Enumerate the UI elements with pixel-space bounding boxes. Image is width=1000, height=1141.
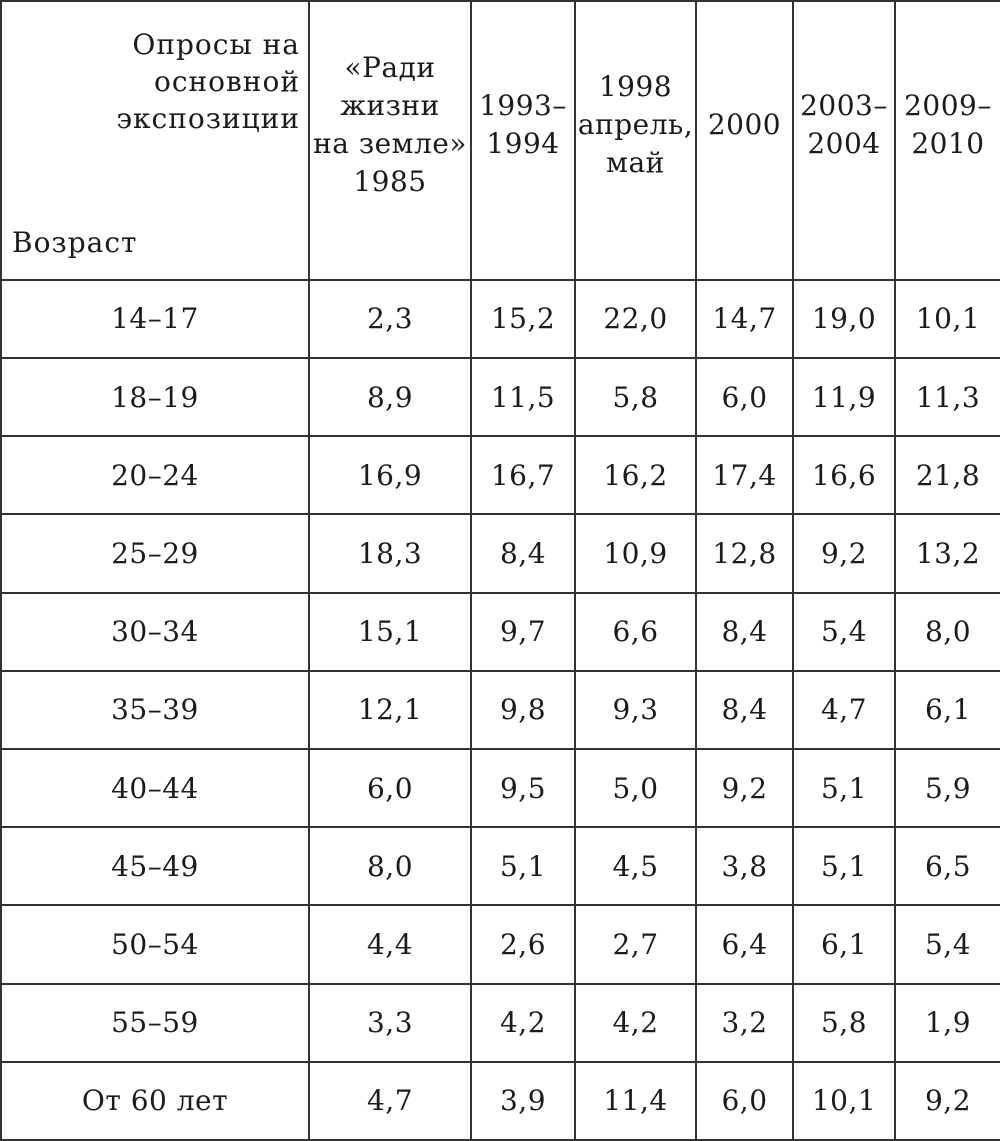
value-cell: 4,4	[309, 905, 471, 983]
column-header-line: 1994	[486, 127, 560, 161]
age-group-cell: 30–34	[1, 593, 309, 671]
corner-columns-label-line: экспозиции	[116, 102, 300, 135]
value-cell: 9,2	[895, 1062, 1000, 1140]
column-header-line: май	[606, 146, 665, 180]
table-row	[1, 280, 1000, 358]
value-cell: 9,3	[575, 671, 696, 749]
value-cell: 3,3	[309, 984, 471, 1062]
value-cell: 6,5	[895, 827, 1000, 905]
table-row	[1, 436, 1000, 514]
value-cell: 9,2	[696, 749, 793, 827]
value-cell: 1,9	[895, 984, 1000, 1062]
age-group-cell: 20–24	[1, 436, 309, 514]
age-group-cell: 18–19	[1, 358, 309, 436]
value-cell: 8,0	[895, 593, 1000, 671]
value-cell: 11,5	[471, 358, 575, 436]
value-cell: 6,1	[793, 905, 895, 983]
value-cell: 13,2	[895, 514, 1000, 592]
column-header-line: 2000	[707, 108, 782, 142]
value-cell: 17,4	[696, 436, 793, 514]
table-row	[1, 827, 1000, 905]
corner-columns-label	[116, 26, 300, 137]
value-cell: 6,4	[696, 905, 793, 983]
value-cell: 5,1	[471, 827, 575, 905]
value-cell: 4,5	[575, 827, 696, 905]
value-cell: 9,7	[471, 593, 575, 671]
table-row	[1, 671, 1000, 749]
age-group-cell: 25–29	[1, 514, 309, 592]
value-cell: 6,0	[309, 749, 471, 827]
header-row	[1, 1, 1000, 280]
column-header-line: апрель,	[577, 108, 694, 142]
value-cell: 5,0	[575, 749, 696, 827]
corner-rows-label: Возраст	[12, 226, 138, 259]
value-cell: 12,1	[309, 671, 471, 749]
value-cell: 5,4	[793, 593, 895, 671]
value-cell: 6,6	[575, 593, 696, 671]
column-header-line: 2010	[911, 127, 985, 161]
value-cell: 8,4	[471, 514, 575, 592]
value-cell: 9,5	[471, 749, 575, 827]
value-cell: 16,9	[309, 436, 471, 514]
value-cell: 19,0	[793, 280, 895, 358]
column-header-line: 2004	[807, 127, 881, 161]
value-cell: 10,9	[575, 514, 696, 592]
value-cell: 15,1	[309, 593, 471, 671]
column-header-1998	[575, 1, 696, 280]
value-cell: 6,1	[895, 671, 1000, 749]
value-cell: 2,6	[471, 905, 575, 983]
age-group-cell: 50–54	[1, 905, 309, 983]
value-cell: 5,8	[575, 358, 696, 436]
value-cell: 8,9	[309, 358, 471, 436]
value-cell: 9,2	[793, 514, 895, 592]
corner-header-cell	[1, 1, 309, 280]
value-cell: 4,7	[793, 671, 895, 749]
column-header-line: на земле»	[313, 127, 467, 161]
column-header-line: 1998	[598, 70, 673, 104]
value-cell: 22,0	[575, 280, 696, 358]
value-cell: 3,2	[696, 984, 793, 1062]
value-cell: 5,1	[793, 749, 895, 827]
value-cell: 18,3	[309, 514, 471, 592]
value-cell: 16,7	[471, 436, 575, 514]
value-cell: 3,8	[696, 827, 793, 905]
value-cell: 4,2	[471, 984, 575, 1062]
value-cell: 11,3	[895, 358, 1000, 436]
value-cell: 11,9	[793, 358, 895, 436]
column-header-line: 2009–	[904, 89, 992, 123]
value-cell: 5,9	[895, 749, 1000, 827]
value-cell: 6,0	[696, 1062, 793, 1140]
value-cell: 6,0	[696, 358, 793, 436]
table-row	[1, 984, 1000, 1062]
column-header-line: «Ради	[344, 51, 436, 85]
column-header-line: 2003–	[800, 89, 888, 123]
column-header-line: жизни	[340, 89, 440, 123]
value-cell: 8,4	[696, 593, 793, 671]
age-group-cell: 14–17	[1, 280, 309, 358]
value-cell: 8,0	[309, 827, 471, 905]
value-cell: 15,2	[471, 280, 575, 358]
value-cell: 2,7	[575, 905, 696, 983]
table-row	[1, 514, 1000, 592]
value-cell: 11,4	[575, 1062, 696, 1140]
value-cell: 10,1	[895, 280, 1000, 358]
value-cell: 21,8	[895, 436, 1000, 514]
value-cell: 14,7	[696, 280, 793, 358]
value-cell: 12,8	[696, 514, 793, 592]
age-group-cell: 35–39	[1, 671, 309, 749]
table-row	[1, 593, 1000, 671]
corner-columns-label-line: основной	[153, 65, 300, 98]
column-header-line: 1985	[353, 165, 427, 199]
value-cell: 5,8	[793, 984, 895, 1062]
value-cell: 5,4	[895, 905, 1000, 983]
column-header-2000	[696, 1, 793, 280]
value-cell: 16,2	[575, 436, 696, 514]
table-body	[1, 1, 1000, 1140]
table-row	[1, 905, 1000, 983]
age-group-cell: 55–59	[1, 984, 309, 1062]
column-header-line: 1993–	[479, 89, 567, 123]
value-cell: 4,2	[575, 984, 696, 1062]
value-cell: 2,3	[309, 280, 471, 358]
column-header-2009-2010	[895, 1, 1000, 280]
corner-columns-label-line: Опросы на	[132, 28, 300, 61]
value-cell: 8,4	[696, 671, 793, 749]
table-row	[1, 749, 1000, 827]
age-group-cell: 45–49	[1, 827, 309, 905]
value-cell: 16,6	[793, 436, 895, 514]
value-cell: 10,1	[793, 1062, 895, 1140]
column-header-1985	[309, 1, 471, 280]
value-cell: 5,1	[793, 827, 895, 905]
age-group-cell: 40–44	[1, 749, 309, 827]
value-cell: 4,7	[309, 1062, 471, 1140]
table-row	[1, 358, 1000, 436]
column-header-1993-1994	[471, 1, 575, 280]
value-cell: 9,8	[471, 671, 575, 749]
value-cell: 3,9	[471, 1062, 575, 1140]
age-group-cell: От 60 лет	[1, 1062, 309, 1140]
table-row	[1, 1062, 1000, 1140]
column-header-2003-2004	[793, 1, 895, 280]
